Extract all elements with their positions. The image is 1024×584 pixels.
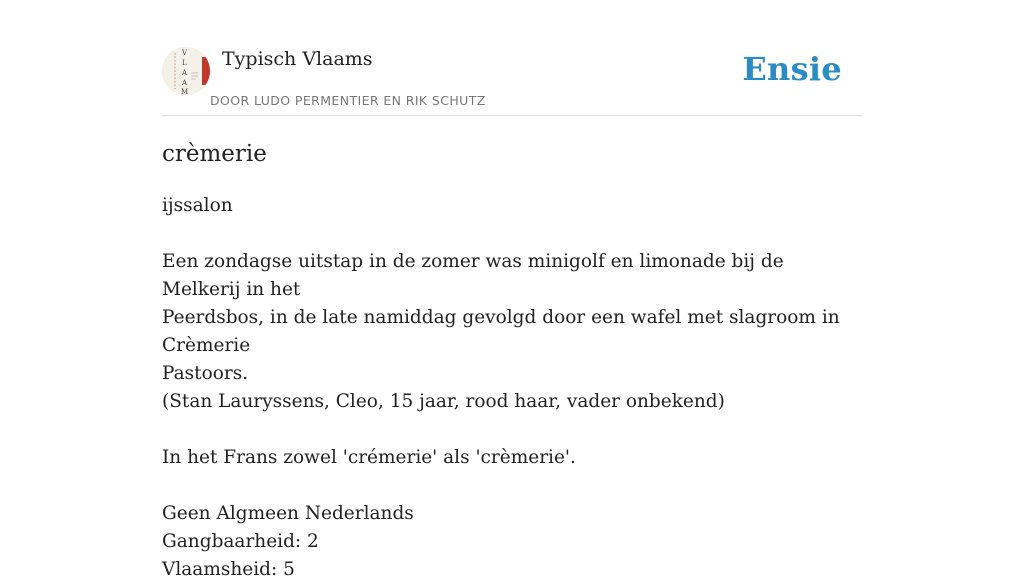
- spacer: [162, 416, 868, 444]
- entry-content: [162, 138, 868, 584]
- entry-title: crèmerie: [162, 141, 267, 167]
- book-authors: DOOR LUDO PERMENTIER EN RIK SCHUTZ: [210, 93, 486, 108]
- svg-text:L: L: [182, 59, 187, 67]
- book-title[interactable]: Typisch Vlaams: [222, 48, 373, 70]
- example-line: Pastoors.: [162, 363, 249, 384]
- entry-meta-gangbaarheid: Gangbaarheid: 2: [162, 531, 319, 552]
- book-cover-icon[interactable]: [162, 47, 210, 95]
- entry-meta-standard: Geen Algmeen Nederlands: [162, 503, 414, 524]
- svg-text:A: A: [182, 69, 188, 77]
- entry-note: In het Frans zowel 'crémerie' als 'crèmerie'.: [162, 447, 576, 468]
- svg-text:A: A: [182, 79, 188, 87]
- example-line: Een zondagse uitstap in de zomer was minigolf en limonade bij de Melkerij in het: [162, 251, 784, 300]
- svg-text:V: V: [182, 49, 188, 57]
- example-source: (Stan Lauryssens, Cleo, 15 jaar, rood haar, vader onbekend): [162, 391, 725, 412]
- header: [162, 44, 862, 116]
- spacer: [162, 220, 868, 248]
- example-line: Peerdsbos, in de late namiddag gevolgd door een wafel met slagroom in Crèmerie: [162, 307, 840, 356]
- entry-definition: ijssalon: [162, 195, 233, 216]
- spacer: [162, 472, 868, 500]
- svg-text:M: M: [181, 88, 189, 95]
- ensie-logo-link[interactable]: Ensie: [742, 50, 842, 88]
- entry-body: [162, 192, 868, 584]
- entry-meta-vlaamsheid: Vlaamsheid: 5: [162, 559, 295, 580]
